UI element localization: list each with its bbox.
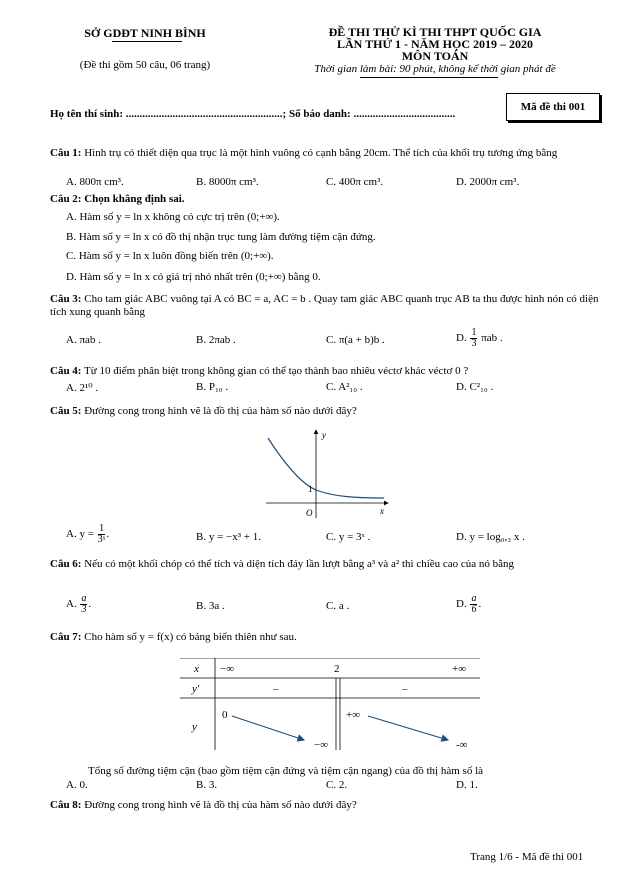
x-axis-label: x	[380, 506, 384, 516]
variation-table	[180, 658, 480, 752]
question-label: Câu 7:	[50, 631, 82, 643]
yprime-sign-right: –	[402, 683, 408, 695]
yprime-sign-left: –	[273, 683, 279, 695]
q7-option-a: A. 0.	[66, 779, 88, 791]
numerator: a	[471, 593, 477, 604]
q1-option-b: B. 8000π cm³.	[196, 176, 259, 188]
decrease-arrow-right	[368, 716, 448, 740]
x-neg-infinity: −∞	[220, 663, 235, 675]
x-pos-infinity: +∞	[452, 663, 467, 675]
question-3	[50, 293, 600, 319]
q6-option-c: C. a .	[326, 600, 350, 612]
question-label: Câu 1:	[50, 147, 82, 159]
question-label: Câu 5:	[50, 405, 82, 417]
x-critical: 2	[334, 663, 340, 675]
q2-option-d: D. Hàm số y = ln x có giá trị nhỏ nhất trên (0;+∞) bằng 0.	[66, 271, 321, 283]
fraction	[80, 594, 87, 615]
option-letter: A. y =	[66, 528, 94, 541]
option-tail: .	[106, 528, 110, 541]
denominator: 3	[471, 338, 477, 349]
question-text: Hình trụ có thiết diện qua trục là một hình vuông có cạnh bằng 20cm. Thể tích của khối trụ tương ứng bằng	[84, 147, 558, 159]
question-text: Chọn khẳng định sai.	[84, 193, 185, 205]
q1-option-c: C. 400π cm³.	[326, 176, 384, 188]
denominator: 6	[471, 604, 477, 615]
q7-question-text: Tổng số đường tiệm cận (bao gồm tiệm cận đứng và tiệm cận ngang) của đồ thị hàm số là	[88, 765, 484, 777]
question-7	[50, 631, 600, 644]
question-6	[50, 558, 600, 571]
exam-round: LẦN THỨ 1 - NĂM HỌC 2019 – 2020	[337, 37, 533, 51]
q3-option-b: B. 2πab .	[196, 334, 236, 346]
table-yprime-label: y′	[192, 683, 200, 695]
q6-option-d: D. $\frac{a}{6}$ .	[456, 593, 482, 615]
question-1	[50, 147, 600, 160]
y-intercept-label: 1	[308, 484, 313, 494]
question-label: Câu 4:	[50, 365, 82, 377]
q6-option-b: B. 3a .	[196, 600, 225, 612]
q2-option-b: B. Hàm số y = ln x có đồ thị nhận trục tung làm đường tiệm cận đứng.	[66, 231, 376, 243]
q1-option-a: A. 800π cm³.	[66, 176, 124, 188]
y-left-top: 0	[222, 709, 228, 721]
question-text: Đường cong trong hình vẽ là đồ thị của hàm số nào dưới đây?	[84, 405, 357, 417]
numerator: 1	[99, 523, 105, 534]
q7-option-c: C. 2.	[326, 779, 348, 791]
q6-option-a: A. $\frac{a}{3}$ .	[66, 593, 92, 615]
exponential-graph	[262, 426, 392, 520]
option-letter: A.	[66, 598, 77, 611]
q5-option-c: C. y = 3ˣ .	[326, 531, 371, 543]
fraction	[98, 524, 106, 545]
q5-option-a	[66, 524, 109, 545]
y-right-top: +∞	[346, 709, 361, 721]
q2-option-a: A. Hàm số y = ln x không có cực trị trên (0;+∞).	[66, 211, 280, 223]
question-text: Đường cong trong hình vẽ là đồ thị của hàm số nào dưới đây?	[84, 799, 357, 811]
q7-option-d: D. 1.	[456, 779, 478, 791]
option-letter: D.	[456, 332, 467, 345]
exam-title: ĐỀ THI THỬ KÌ THI THPT QUỐC GIA	[328, 25, 542, 39]
question-label: Câu 3:	[50, 293, 82, 305]
exam-time: Thời gian làm bài: 90 phút, không kể thời gian phát đề	[314, 63, 556, 75]
department-name: SỞ GDĐT NINH BÌNH	[84, 26, 206, 40]
q1-option-d: D. 2000π cm³.	[456, 176, 520, 188]
table-x-label: x	[194, 663, 199, 675]
numerator: a	[81, 593, 87, 604]
fraction	[470, 594, 477, 615]
question-8	[50, 799, 600, 812]
question-label: Câu 2:	[50, 193, 82, 205]
question-2	[50, 193, 600, 206]
q7-option-b: B. 3.	[196, 779, 218, 791]
q3-option-c: C. π(a + b)b .	[326, 334, 385, 346]
option-tail: πab .	[481, 332, 503, 345]
decrease-arrow-left	[232, 716, 304, 740]
y-right-bottom: -∞	[456, 739, 468, 751]
graph-curve	[268, 438, 384, 498]
question-label: Câu 8:	[50, 799, 82, 811]
department-underline	[112, 41, 182, 42]
page-footer: Trang 1/6 - Mã đề thi 001	[470, 851, 584, 863]
question-text: Cho tam giác ABC vuông tại A có BC = a, AC = b . Quay tam giác ABC quanh trục AB ta thu được hình nón có diện tích xung quanh bằng	[50, 293, 599, 318]
origin-label: O	[306, 508, 313, 518]
candidate-info-line: Họ tên thí sinh: .........................................................; Số báo danh: .....................................	[50, 108, 456, 120]
q5-option-b: B. y = −x³ + 1.	[196, 531, 261, 543]
time-underline	[360, 77, 498, 78]
q3-option-a: A. πab .	[66, 334, 101, 346]
question-text: Từ 10 điểm phân biệt trong không gian có thể tạo thành bao nhiêu véctơ khác véctơ 0 ?	[84, 365, 469, 377]
table-y-label: y	[192, 721, 197, 733]
numerator: 1	[471, 327, 477, 338]
exam-subject: MÔN TOÁN	[401, 49, 469, 63]
exam-note: (Đề thi gồm 50 câu, 06 trang)	[79, 59, 211, 71]
q3-option-d	[456, 328, 503, 349]
exam-code-box: Mã đề thi 001	[506, 93, 600, 121]
fraction	[470, 328, 477, 349]
option-letter: D.	[456, 598, 467, 611]
q2-option-c: C. Hàm số y = ln x luôn đồng biến trên (0;+∞).	[66, 250, 274, 262]
question-text: Cho hàm số y = f(x) có bảng biến thiên như sau.	[84, 631, 297, 643]
q4-option-b: B. P₁₀ .	[196, 381, 229, 393]
q4-option-d: D. C²₁₀ .	[456, 381, 494, 393]
q5-option-d: D. y = log₀,₃ x .	[456, 531, 525, 543]
y-axis-label: y	[322, 430, 326, 440]
denominator: 3	[81, 604, 87, 615]
question-text: Nếu có một khối chóp có thể tích và diện tích đáy lần lượt bằng a³ và a² thì chiều cao của nó bằng	[84, 558, 515, 570]
y-left-bottom: −∞	[314, 739, 329, 751]
q4-option-a: A. 2¹⁰ .	[66, 382, 99, 394]
denominator: 3ˣ	[97, 534, 106, 545]
question-4	[50, 365, 600, 378]
question-5	[50, 405, 600, 418]
q4-option-c: C. A²₁₀ .	[326, 381, 363, 393]
question-label: Câu 6:	[50, 558, 82, 570]
